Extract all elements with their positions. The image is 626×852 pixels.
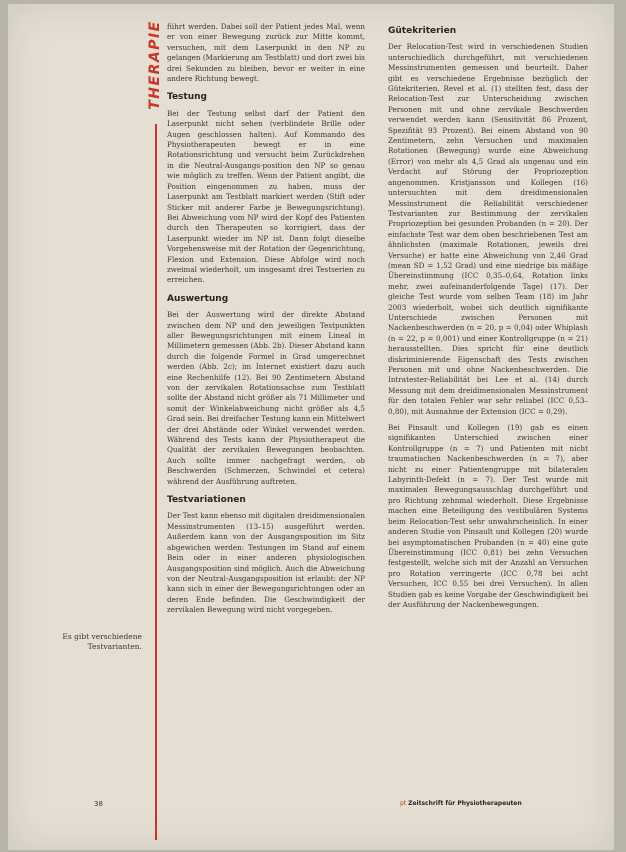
footer-prefix: pt — [400, 800, 407, 807]
testung-paragraph: Bei der Testung selbst darf der Patient den Laserpunkt nicht sehen (verblindete Brille oder Augen geschlossen halten). Auf Kommando des Physiotherapeuten bewegt er in eine Rotationsrichtung und versucht beim Zurückdrehen in die Neutral-Ausgangs-position den NP so genau wie möglich zu treffen. Wenn der Patient angibt, die Position eingenommen zu haben, muss der Laserpunkt am Testblatt markiert werden (Stift oder Sticker mit anderer Farbe je Bewegungsrichtung). Bei Abweichung vom NP wird der Kopf des Patienten durch den Therapeuten so korrigiert, dass der Laserpunkt wieder im NP ist. Dann folgt dieselbe Vorgehensweise mit der Rotation der Gegenrichtung, Flexion und Extension. Diese Abfolge wird noch zweimal wiederholt, um insgesamt drei Testserien zu erreichen. — [167, 108, 365, 285]
left-column — [167, 22, 365, 622]
auswertung-paragraph: Bei der Auswertung wird der direkte Abstand zwischen dem NP und den jeweiligen Testpunkten aller Bewegungsrichtungen mit einem Lineal in Millimetern gemessen (Abb. 2b). Dieser Abstand kann durch die folgende Formel in Grad umgerechnet werden (Abb. 2c); im Internet existiert dazu auch eine Rechenhilfe (12). Bei 90 Zentimetern Abstand von der zervikalen Rotationsachse zum Testblatt sollte der Abstand nicht größer als 71 Millimeter und somit der Winkelabweichung nicht größer als 4,5 Grad sein. Bei dreifacher Testung kann ein Mittelwert der drei Abstände oder Winkel verwendet werden. Während des Tests kann der Physiotherapeut die Qualität der zervikalen Bewegungen beobachten. Auch sollte immer nachgefragt werden, ob Beschwerden (Schmerzen, Schwindel et cetera) während der Ausführung auftreten. — [167, 310, 365, 486]
auswertung-heading: Auswertung — [167, 293, 229, 304]
guetekriterien-paragraph: Der Relocation-Test wird in verschiedenen Studien unterschiedlich durchgeführt, mit verschiedenen Messinstrumenten gemessen und beurteilt. Daher gibt es verschiedene Ergebnisse bezüglich der Gütekriterien. Revel et al. (1) stellten fest, dass der Relocation-Test zur Unterscheidung zwischen Personen mit und ohne zervikale Beschwerden verwendet werden kann (Sensitivität 86 Prozent, Spezifität 93 Prozent). Bei einem Abstand von 90 Zentimetern, zehn Versuchen und maximalen Rotationen (Bewegung) wurde eine Abweichung (Error) von mehr als 4,5 Grad als ungenau und ein Verdacht auf Störung der Propriozeption angenommen. Kristjansson und Kollegen (16) untersuchten mit dem dreidimensionalen Messinstrument die Reliabilität verschiedener Testvarianten zur Bestimmung der zervikalen Propriozeption bei gesunden Probanden (n = 20). Der einfachste Test war dem oben beschriebenen Test am ähnlichsten (maximale Rotationen, jeweils drei Versuche) er hatte eine Abweichung von 2,46 Grad (mean SD = 1,52 Grad) und eine niedrige bis mäßige Übereinstimmung (ICC 0,35–0,64, Rotation links mehr, zwei aufeinanderfolgende Tage) (17). Der gleiche Test wurde vom selben Team (18) im Jahr 2003 wiederholt, wobei sich deutlich signifikante Unterschiede zwischen Personen mit Nackenbeschwerden (n = 20, p = 0,04) oder Whiplash (n = 22, p = 0,001) und einer Kontrollgruppe (n = 21) herausstellten. Dies spricht für eine deutlich diskriminierende Eigenschaft des Tests zwischen Personen mit und ohne Nackenbeschwerden. Die Intratester-Reliabilität bei Lee et al. (14) durch Messung mit dem dreidimensionalen Messinstrument für den totalen Fehler war sehr reliabel (ICC 0,53–0,80), mit Ausnahme der Extension (ICC = 0,29). — [388, 42, 588, 416]
intro-paragraph: führt werden. Dabei soll der Patient jedes Mal, wenn er von einer Bewegung zurück zur Mitte kommt, versuchen, mit dem Laserpunkt in den NP zu gelangen (Markierung am Testblatt) und dort zwei bis drei Sekunden zu bleiben, bevor er weiter in eine andere Richtung bewegt. — [167, 22, 365, 84]
margin-note: Es gibt verschiedene Testvarianten. — [62, 632, 142, 651]
journal-footer — [400, 800, 522, 807]
right-column — [388, 22, 588, 616]
page-number: 38 — [94, 800, 103, 808]
testvariationen-paragraph: Der Test kann ebenso mit digitalen dreidimensionalen Messinstrumenten (13–15) ausgeführt werden. Außerdem kann von der Ausgangsposition im Sitz abgewichen werden: Testungen im Stand auf einem Bein oder in einer anderen physiologischen Ausgangsposition sind möglich. Auch die Abweichung von der Neutral-Ausgangsposition ist erlaubt: der NP kann sich in einer der Bewegungsrichtungen oder an deren Ende befinden. Die Geschwindigkeit der zervikalen Bewegung wird nicht vorgegeben. — [167, 511, 365, 615]
testung-heading: Testung — [167, 92, 207, 103]
testvariationen-heading: Testvariationen — [167, 495, 246, 506]
pinsault-paragraph: Bei Pinsault und Kollegen (19) gab es einen signifikanten Unterschied zwischen einer Kontrollgruppe (n = 7) und Patienten mit nicht traumatischen Nackenbeschwerden (n = 7), aber nicht zu einer Patientengruppe mit bilateralen Labyrinth-Defekt (n = 7). Der Test wurde mit maximalen Bewegungsausschlag durchgeführt und pro Richtung zehnmal wiederholt. Diese Ergebnisse machen eine Beteiligung des vestibulären Systems beim Relocation-Test sehr unwahrscheinlich. In einer anderen Studie von Pinsault und Kollegen (20) wurde bei asymptomatischen Probanden (n = 40) eine gute Übereinstimmung (ICC 0,81) bei zehn Versuchen festgestellt, welche sich mit der Anzahl an Versuchen pro Rotation verringerte (ICC 0,78 bei acht Versuchen, ICC 0,55 bei drei Versuchen). In allen Studien gab es keine Vorgabe der Geschwindigkeit bei der Ausführung der Nackenbewegungen. — [388, 423, 588, 609]
footer-journal: Zeitschrift für Physiotherapeuten — [408, 800, 522, 807]
guetekriterien-heading: Gütekriterien — [388, 26, 457, 36]
section-label: THERAPIE — [147, 20, 163, 110]
section-divider — [155, 124, 157, 840]
